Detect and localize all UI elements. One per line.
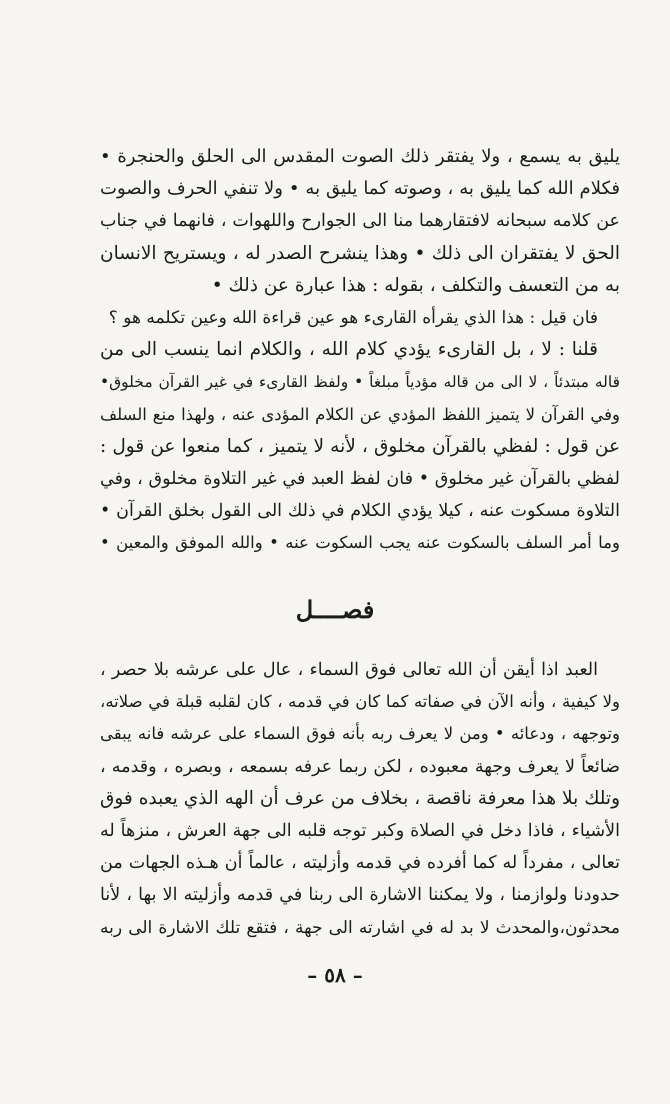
section-heading: فصــــل (295, 595, 375, 624)
text-line: لفظي بالقرآن غير مخلوق • فان لفظ العبد في غير التلاوة مخلوق ، وفي (100, 468, 620, 489)
text-line: حدودنا ولوازمنا ، ولا يمكننا الاشارة الى ربنا في قدمه وأزليته الا بها ، لأنا (100, 885, 620, 906)
text-line: عن كلامه سبحانه لافتقارهما منا الى الجوارح واللهوات ، فانهما في جناب (100, 211, 620, 232)
text-line: ولا كيفية ، وأنه الآن في صفاته كما كان في قدمه ، كان لقلبه قبلة في صلاته، (100, 692, 620, 712)
text-block-2 (100, 654, 620, 944)
text-line: وتلك بلا هذا معرفة ناقصة ، بخلاف من عرف أن الهه الذي يعبده فوق (100, 787, 620, 809)
page-number: – ٥٨ – (307, 963, 363, 987)
text-block-1 (100, 141, 620, 559)
text-line: وما أمر السلف بالسكوت عنه يجب السكوت عنه • والله الموفق والمعين • (100, 533, 620, 553)
text-line: قاله مبتدئاً ، لا الى من قاله مؤدياً مبلغاً • ولفظ القارىء في غير القرآن مخلوق• (100, 373, 620, 392)
text-line: فكلام الله كما يليق به ، وصوته كما يليق به • ولا تنفي الحرف والصوت (100, 178, 620, 200)
text-line: الحق لا يفتقران الى ذلك • وهذا ينشرح الصدر له ، ويستريح الانسان (100, 242, 620, 264)
text-line: التلاوة مسكوت عنه ، كيلا يؤدي الكلام في ذلك الى القول بخلق القرآن • (100, 501, 620, 522)
text-line: وفي القرآن لا يتميز اللفظ المؤدي عن الكلام المؤدى عنه ، ولهذا منع السلف (100, 404, 620, 424)
text-line: ضائعاً لا يعرف وجهة معبوده ، لكن ربما عرفه بسمعه ، وبصره ، وقدمه ، (100, 756, 620, 777)
text-line: محدثون،والمحدث لا بد له في اشارته الى جهة ، فتقع تلك الاشارة الى ربه (100, 917, 620, 938)
text-line: العبد اذا أيقن أن الله تعالى فوق السماء ، عال على عرشه بلا حصر ، (100, 660, 598, 680)
text-line: تعالى ، مفرداً له كما أفرده في قدمه وأزليته ، عالماً أن هـذه الجهات من (100, 853, 620, 874)
text-line: قلنا : لا ، بل القارىء يؤدي كلام الله ، والكلام انما ينسب الى من (100, 339, 598, 361)
text-line: وتوجهه ، ودعائه • ومن لا يعرف ربه بأنه فوق السماء على عرشه فانه يبقى (100, 724, 620, 744)
text-line: يليق به يسمع ، ولا يفتقر ذلك الصوت المقدس الى الحلق والحنجرة • (100, 146, 620, 167)
text-line: فان قيل : هذا الذي يقرأه القارىء هو عين قراءة الله وعين تكلمه هو ؟ (108, 307, 598, 328)
text-line: الأشياء ، فاذا دخل في الصلاة وكبر توجه قلبه الى جهة العرش ، منزهاً له (100, 820, 620, 841)
text-line: عن قول : لفظي بالقرآن مخلوق ، لأنه لا يتميز ، كما منعوا عن قول : (100, 435, 620, 457)
text-line: به من التعسف والتكلف ، بقوله : هذا عبارة عن ذلك • (211, 274, 620, 296)
